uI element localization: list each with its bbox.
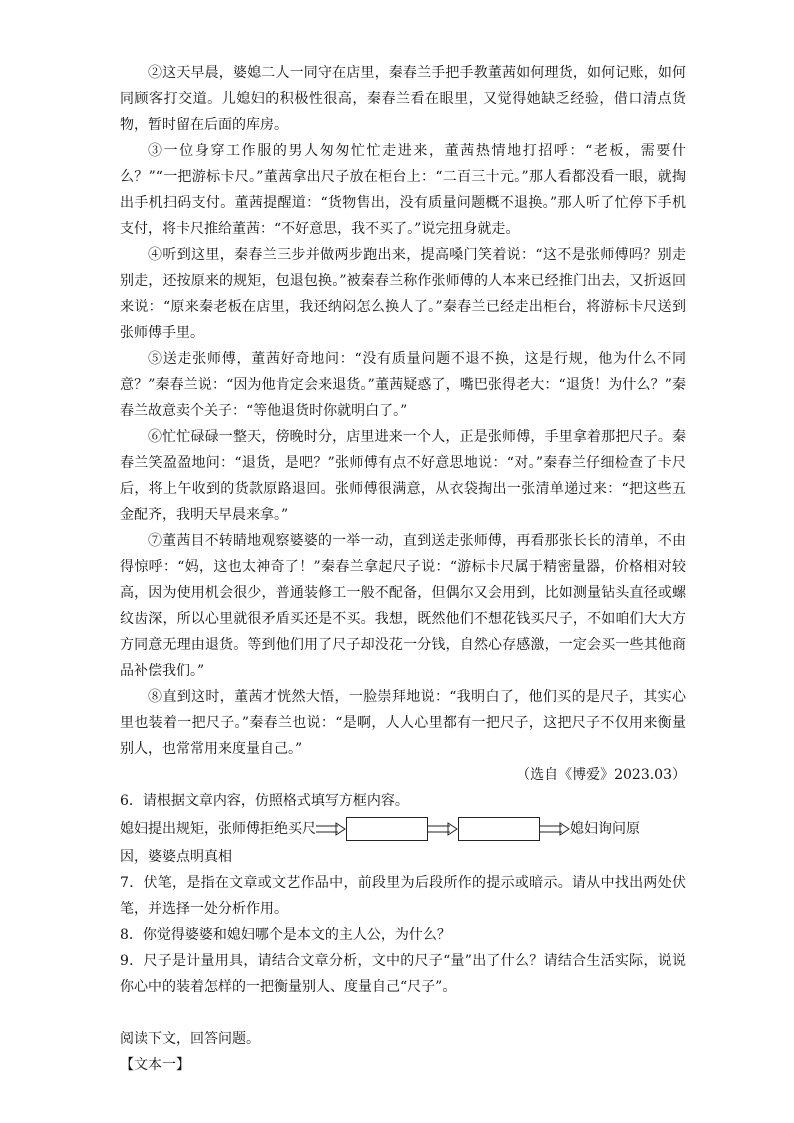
question-9: 9．尺子是计量用具，请结合文章分析，文中的尺子“量”出了什么？请结合生活实际，说说你心中的装着怎样的一把衡量别人、度量自己“尺子”。	[120, 953, 686, 995]
paragraph-2: ②这天早晨，婆媳二人一同守在店里，秦春兰手把手教董茜如何理货，如何记账，如何同顾客打交道。儿媳妇的积极性很高，秦春兰看在眼里，又觉得她缺乏经验，借口清点货物，暂时留在后面的库房。	[120, 65, 686, 133]
question-8: 8．你觉得婆婆和媳妇哪个是本文的主人公，为什么？	[120, 927, 451, 943]
answer-box-1[interactable]	[346, 817, 428, 841]
paragraph-4: ④听到这里，秦春兰三步并做两步跑出来，提高嗓门笑着说：“这不是张师傅吗？别走别走，还按原来的规矩，包退包换。”被秦春兰称作张师傅的人本来已经推门出去，又折返回来说：“原来秦老板在店里，我还纳闷怎么换人了。”秦春兰已经走出柜台，将游标卡尺送到张师傅手里。	[120, 247, 686, 341]
double-arrow-icon	[316, 822, 346, 836]
article-source: （选自《博爱》2023.03）	[516, 767, 686, 783]
flow-start-text: 媳妇提出规矩，张师傅拒绝买尺	[120, 821, 316, 837]
reading-instruction: 阅读下文，回答问题。	[120, 1031, 260, 1047]
paragraph-7: ⑦董茜目不转睛地观察婆婆的一举一动，直到送走张师傅，再看那张长长的清单，不由得惊呼：“妈，这也太神奇了！”秦春兰拿起尺子说：“游标卡尺属于精密量器，价格相对较高，因为使用机会很少，普通装修工一般不配备，但偶尔又会用到，比如测量钻头直径或螺纹齿深，所以心里就很矛盾买还是不买。我想，既然他们不想花钱买尺子，不如咱们大大方方同意无理由退货。等到他们用了尺子却没花一分钱，自然心存感激，一定会买一些其他商品补偿我们。”	[120, 533, 686, 679]
double-arrow-icon	[540, 822, 570, 836]
paragraph-8: ⑧直到这时，董茜才恍然大悟，一脸崇拜地说：“我明白了，他们买的是尺子，其实心里也装着一把尺子。”秦春兰也说：“是啊，人人心里都有一把尺子，这把尺子不仅用来衡量别人，也常常用来度量自己。”	[120, 689, 686, 757]
paragraph-6: ⑥忙忙碌碌一整天，傍晚时分，店里进来一个人，正是张师傅，手里拿着那把尺子。秦春兰笑盈盈地问：“退货，是吧？”张师傅有点不好意思地说：“对。”秦春兰仔细检查了卡尺后，将上午收到的货款原路退回。张师傅很满意，从衣袋掏出一张清单递过来：“把这些五金配齐，我明天早晨来拿。”	[120, 429, 686, 523]
double-arrow-icon	[428, 822, 458, 836]
flow-continuation: 因，婆婆点明真相	[120, 849, 232, 865]
section-heading: 【文本一】	[120, 1057, 190, 1073]
flow-diagram	[120, 814, 686, 844]
question-7: 7．伏笔，是指在文章或文艺作品中，前段里为后段所作的提示或暗示。请从中找出两处伏笔，并选择一处分析作用。	[120, 875, 686, 917]
spacer	[120, 1000, 686, 1026]
question-6: 6．请根据文章内容，仿照格式填写方框内容。	[120, 793, 409, 809]
answer-box-2[interactable]	[458, 817, 540, 841]
paragraph-3: ③一位身穿工作服的男人匆匆忙忙走进来，董茜热情地打招呼：“老板，需要什么？”“一把游标卡尺。”董茜拿出尺子放在柜台上：“二百三十元。”那人看都没看一眼，就掏出手机扫码支付。董茜提醒道：“货物售出，没有质量问题概不退换。”那人听了忙停下手机支付，将卡尺推给董茜：“不好意思，我不买了。”说完扭身就走。	[120, 143, 686, 237]
document-page	[120, 60, 686, 1078]
paragraph-5: ⑤送走张师傅，董茜好奇地问：“没有质量问题不退不换，这是行规，他为什么不同意？”秦春兰说：“因为他肯定会来退货。”董茜疑惑了，嘴巴张得老大：“退货！为什么？”秦春兰故意卖个关子：“等他退货时你就明白了。”	[120, 351, 686, 419]
flow-end-text: 媳妇询问原	[570, 821, 640, 837]
